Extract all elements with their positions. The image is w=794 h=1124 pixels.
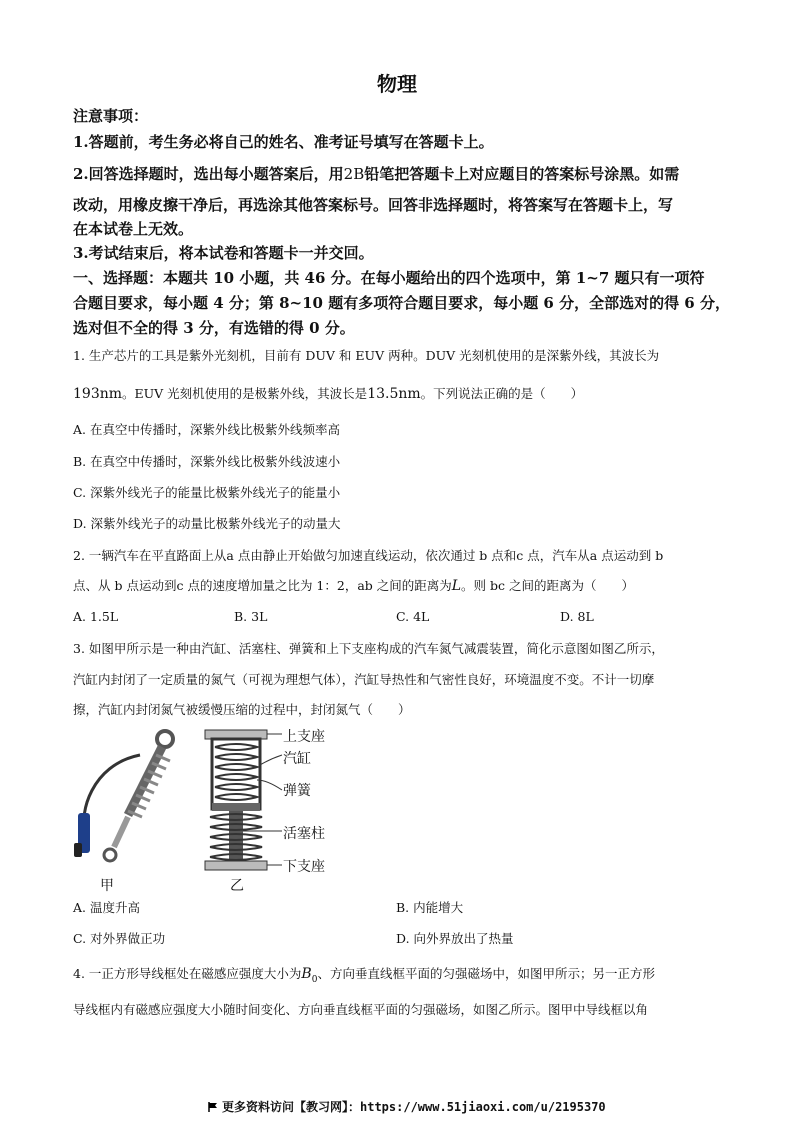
q2-point-c: c	[516, 548, 524, 563]
q1-duv-wavelength: 193nm	[73, 386, 123, 402]
q4-text-1a: 4. 一正方形导线框处在磁感应强度大小为	[73, 966, 302, 981]
q2-option-c[interactable]: C. 4L	[396, 609, 430, 624]
q1-stem-line1: 1. 生产芯片的工具是紫外光刻机，目前有 DUV 和 EUV 两种。DUV 光刻机使用的是深紫外线，其波长为	[73, 348, 660, 363]
label-spring: 弹簧	[283, 783, 311, 799]
section1-line1: 一、选择题：本题共 10 小题，共 46 分。在每小题给出的四个选项中，第 1~7 题只有一项符	[73, 269, 705, 287]
q4-b0-subscript: 0	[311, 974, 318, 985]
q2-point-a: a	[226, 548, 234, 563]
notice-heading: 注意事项：	[73, 107, 149, 125]
q1-option-b[interactable]: B. 在真空中传播时，深紫外线比极紫外线波速小	[73, 454, 341, 469]
q2-text-1c: 点，汽车从	[523, 548, 590, 563]
q3-option-c[interactable]: C. 对外界做正功	[73, 931, 166, 946]
q2-text-2a: 点、从 b 点运动到	[73, 578, 177, 593]
footer-text: 更多资料访问【教习网】：https://www.51jiaoxi.com/u/2195370	[222, 1100, 606, 1114]
label-piston: 活塞柱	[283, 826, 325, 842]
notice-item-1: 1.答题前，考生务必将自己的姓名、准考证号填写在答题卡上。	[73, 133, 494, 151]
q2-text-1b: 点由静止开始做匀加速直线运动，依次通过 b 点和	[233, 548, 517, 563]
q3-stem-line3: 擦，汽缸内封闭氮气被缓慢压缩的过程中，封闭氮气（ ）	[73, 702, 411, 717]
q4-text-1b: 、方向垂直线框平面的匀强磁场中，如图甲所示；另一正方形	[317, 966, 655, 981]
q2-distance-L: L	[451, 578, 462, 594]
q3-option-d[interactable]: D. 向外界放出了热量	[396, 931, 514, 946]
q1-option-d[interactable]: D. 深紫外线光子的动量比极紫外线光子的动量大	[73, 516, 341, 531]
q3-figure	[70, 725, 370, 895]
q2-text-1a: 2. 一辆汽车在平直路面上从	[73, 548, 227, 563]
q1-stem-mid: 。EUV 光刻机使用的是极紫外线，其波长是	[122, 386, 368, 401]
notice-item-2-text-c: 铅笔把答题卡上对应题目的答案标号涂黑。如需	[364, 165, 680, 183]
q4-b0-symbol: B	[301, 966, 312, 982]
notice-item-2-line3: 在本试卷上无效。	[73, 220, 194, 238]
shock-absorber-photo	[74, 731, 173, 861]
q2-text-2c: 。则 bc 之间的距离为（ ）	[461, 578, 634, 593]
notice-item-2	[73, 164, 723, 184]
q2-text-1d: 点运动到 b	[597, 548, 664, 563]
q2-option-d[interactable]: D. 8L	[560, 609, 594, 624]
q3-stem-line2: 汽缸内封闭了一定质量的氮气（可视为理想气体），汽缸导热性和气密性良好，环境温度不变。不计一切摩	[73, 672, 655, 687]
notice-item-2-text-a: 2.回答选择题时，选出每小题答案后，用	[73, 165, 344, 183]
section1-line3: 选对但不全的得 3 分，有选错的得 0 分。	[73, 319, 355, 337]
q4-stem-line2: 导线框内有磁感应强度大小随时间变化、方向垂直线框平面的匀强磁场，如图乙所示。图甲中导线框以角	[73, 1002, 649, 1017]
notice-item-2-line2: 改动，用橡皮擦干净后，再选涂其他答案标号。回答非选择题时，将答案写在答题卡上，写	[73, 196, 674, 214]
figure-yi-label: 乙	[230, 878, 244, 894]
q2-stem-line1	[73, 546, 723, 566]
label-bottom-seat: 下支座	[283, 859, 325, 875]
notice-item-2-pencil: 2B	[343, 165, 365, 183]
figure-jia-label: 甲	[100, 878, 114, 894]
q2-option-b[interactable]: B. 3L	[234, 609, 268, 624]
q4-b0	[301, 966, 318, 985]
q2-text-2b: 点的速度增加量之比为 1：2，ab 之间的距离为	[183, 578, 452, 593]
q1-euv-wavelength: 13.5nm	[367, 386, 421, 402]
page-title: 物理	[377, 72, 417, 96]
q2-point-c-2: c	[176, 578, 184, 593]
q2-stem-line2	[73, 576, 723, 596]
footer-link[interactable]	[208, 1098, 606, 1115]
q3-stem-line1: 3. 如图甲所示是一种由汽缸、活塞柱、弹簧和上下支座构成的汽车氮气减震装置，简化示意图如图乙所示，	[73, 641, 664, 656]
q1-stem-line2	[73, 384, 723, 404]
q1-stem-end: 。下列说法正确的是（ ）	[420, 386, 584, 401]
q1-option-a[interactable]: A. 在真空中传播时，深紫外线比极紫外线频率高	[73, 422, 340, 437]
q1-option-c[interactable]: C. 深紫外线光子的能量比极紫外线光子的能量小	[73, 485, 341, 500]
q4-stem-line1	[73, 964, 723, 990]
notice-item-3: 3.考试结束后，将本试卷和答题卡一并交回。	[73, 244, 374, 262]
shock-absorber-schematic	[205, 730, 282, 870]
q2-point-a-2: a	[589, 548, 598, 563]
q2-option-a[interactable]: A. 1.5L	[73, 609, 119, 624]
shock-absorber-diagram	[70, 725, 370, 895]
flag-icon	[208, 1102, 218, 1112]
section1-line2: 合题目要求，每小题 4 分；第 8~10 题有多项符合题目要求，每小题 6 分，全部选对的得 6 分，	[73, 294, 730, 312]
label-cylinder: 汽缸	[283, 751, 311, 767]
q3-option-a[interactable]: A. 温度升高	[73, 900, 140, 915]
q3-option-b[interactable]: B. 内能增大	[396, 900, 464, 915]
label-top-seat: 上支座	[283, 729, 325, 745]
